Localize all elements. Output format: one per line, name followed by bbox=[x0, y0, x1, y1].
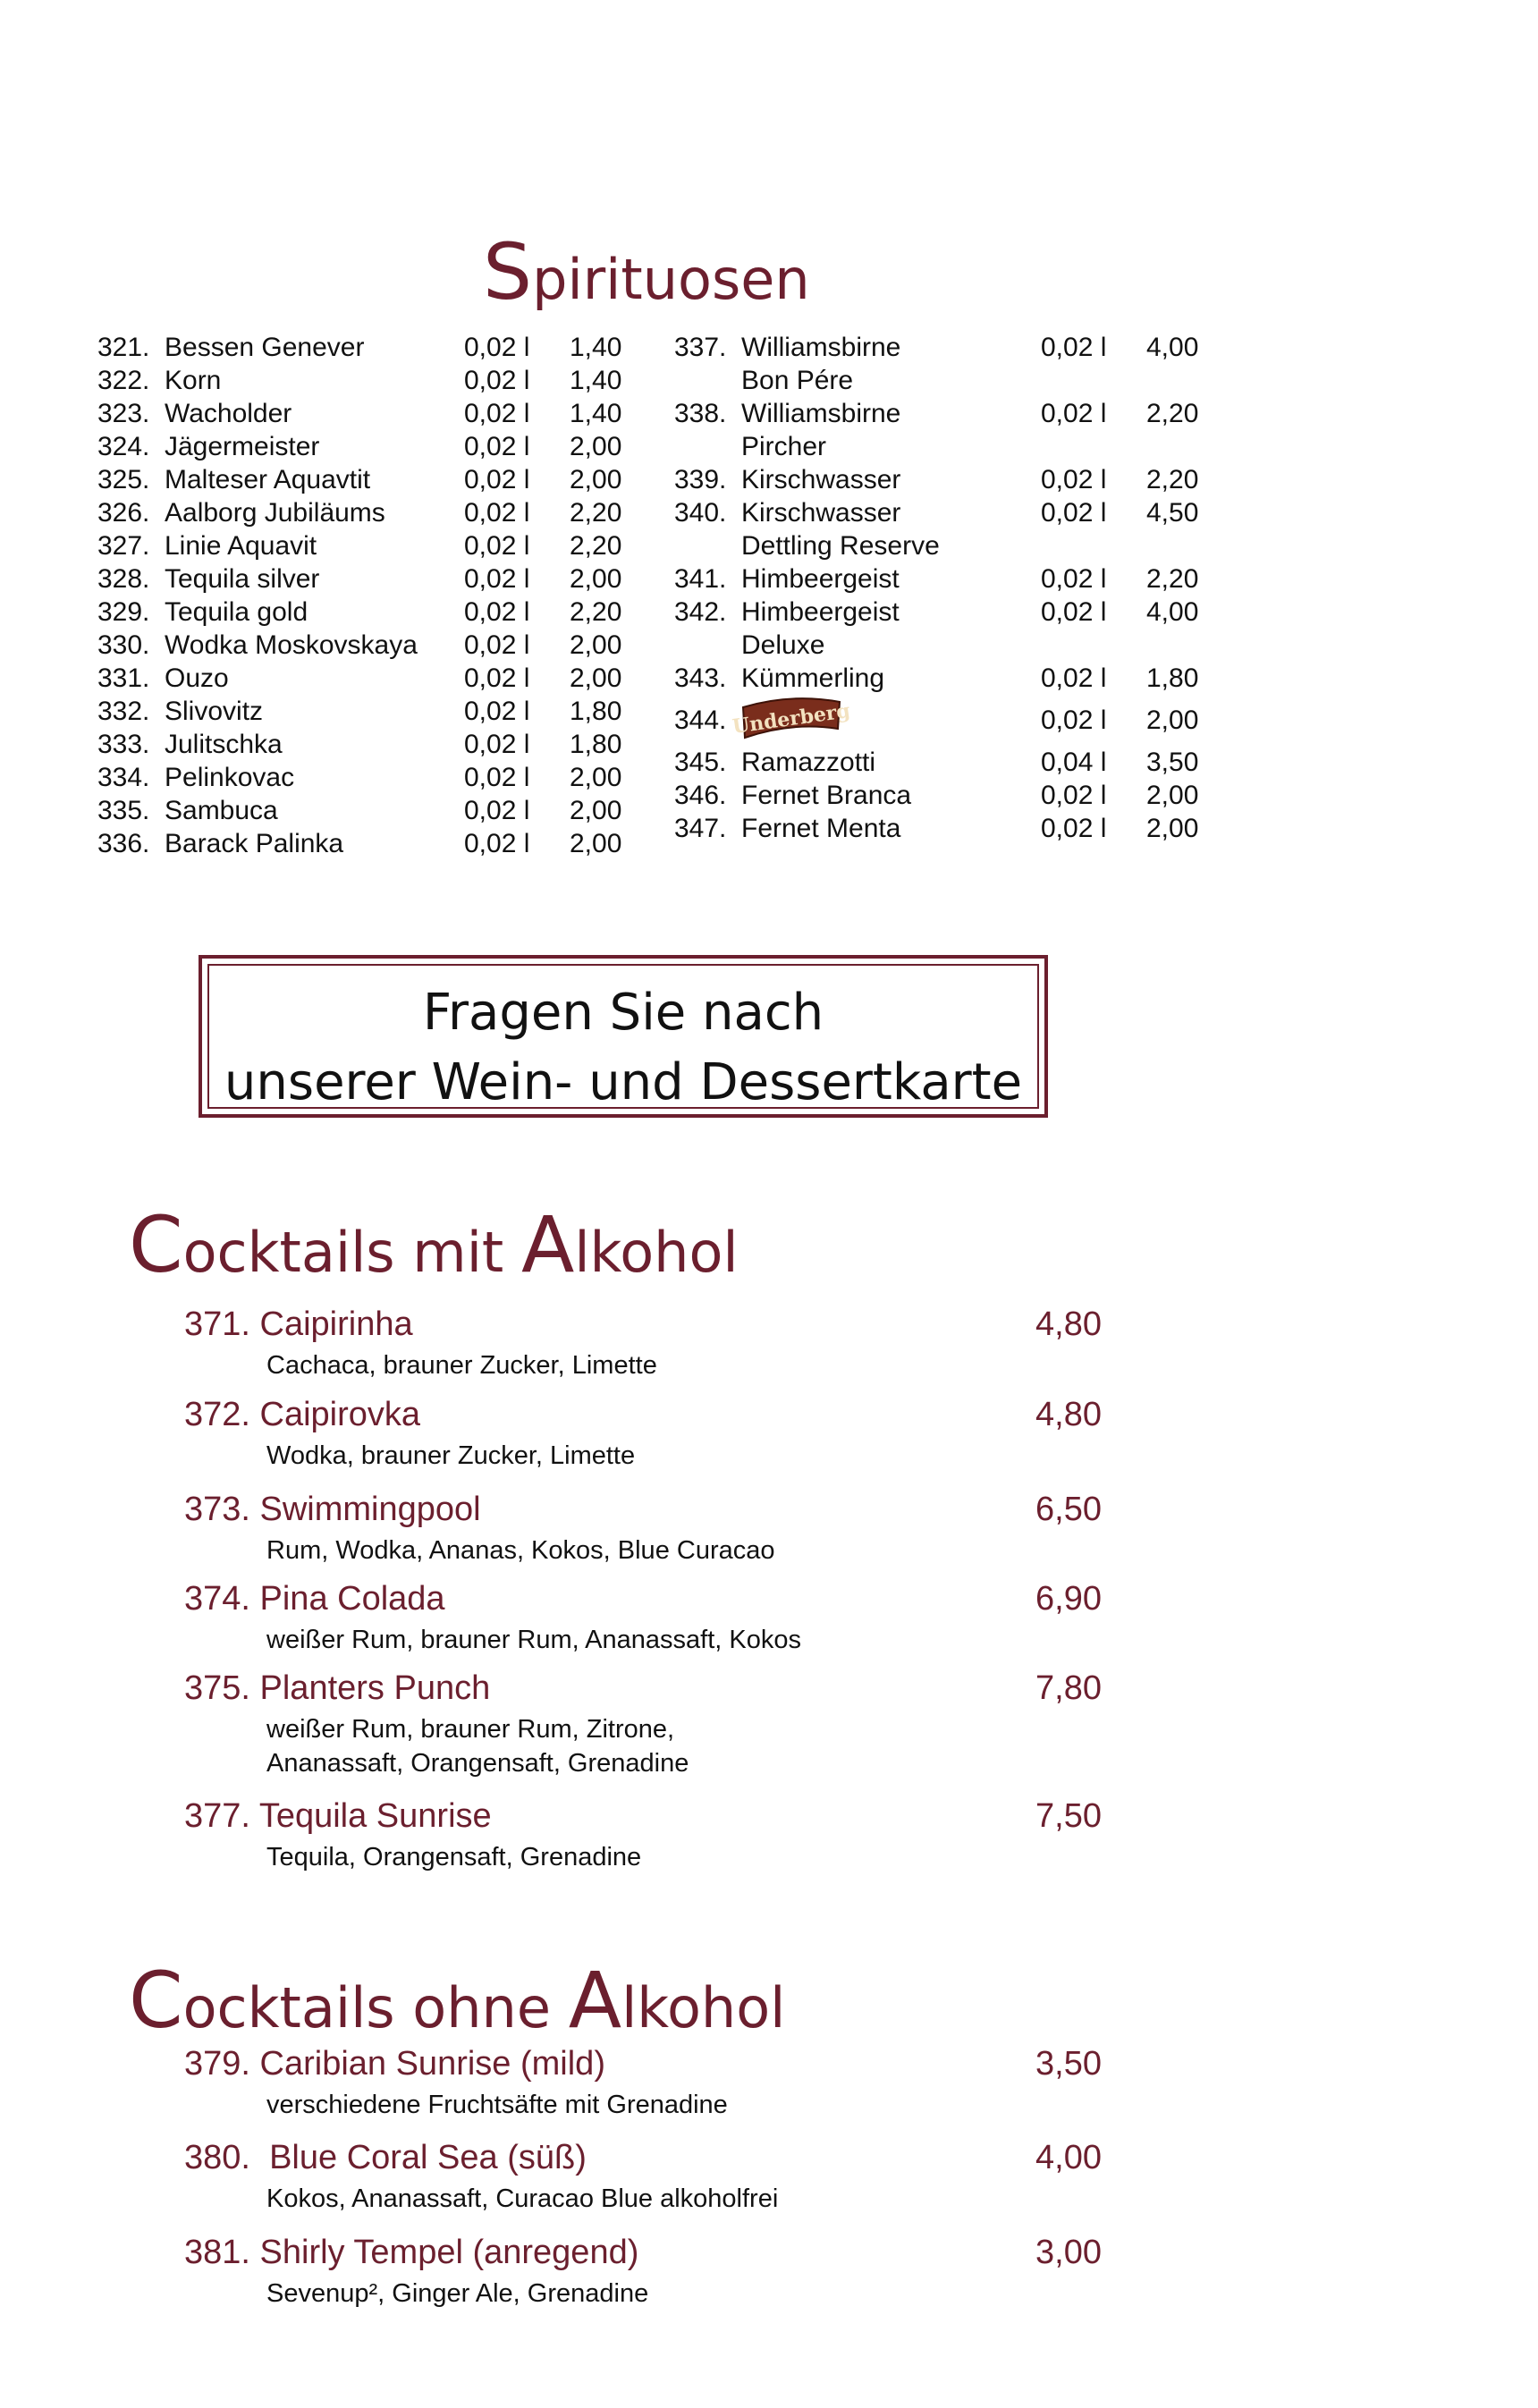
cocktail-price: 3,00 bbox=[1035, 2234, 1102, 2271]
cocktail-name: 379. Caribian Sunrise (mild) bbox=[184, 2045, 605, 2083]
list-item: 336. Barack Palinka 0,02 l 2,00 bbox=[97, 829, 622, 858]
cocktail-price: 7,80 bbox=[1035, 1669, 1102, 1707]
list-item: 339. Kirschwasser 0,02 l 2,20 bbox=[674, 465, 1199, 494]
cocktail-ingredients: weißer Rum, brauner Rum, Zitrone, Ananassaft, Orangensaft, Grenadine bbox=[266, 1715, 689, 1778]
list-item: 327. Linie Aquavit 0,02 l 2,20 bbox=[97, 531, 622, 561]
list-item: 337. Williamsbirne Bon Pére 0,02 l 4,00 bbox=[674, 333, 1199, 395]
cocktail-name: 373. Swimmingpool bbox=[184, 1491, 481, 1528]
section-title-spirituosen bbox=[483, 227, 810, 317]
section-title-cocktails-mit-alkohol: Cocktails mit Alkohol bbox=[129, 1200, 739, 1290]
notice-inner-border bbox=[207, 964, 1039, 1109]
list-item: 325. Malteser Aquavtit 0,02 l 2,00 bbox=[97, 465, 622, 494]
title-rest: pirituosen bbox=[532, 247, 810, 312]
cocktail-name: 377. Tequila Sunrise bbox=[184, 1797, 492, 1835]
cocktail-name: 381. Shirly Tempel (anregend) bbox=[184, 2234, 639, 2271]
list-item: 342. Himbeergeist Deluxe 0,02 l 4,00 bbox=[674, 597, 1199, 660]
cocktail-ingredients: Sevenup², Ginger Ale, Grenadine bbox=[266, 2279, 649, 2308]
cocktail-price: 3,50 bbox=[1035, 2045, 1102, 2083]
list-item: 321. Bessen Genever 0,02 l 1,40 bbox=[97, 333, 622, 362]
wine-dessert-notice bbox=[199, 955, 1048, 1118]
list-item: 343. Kümmerling 0,02 l 1,80 bbox=[674, 663, 1199, 693]
list-item: 345. Ramazzotti 0,04 l 3,50 bbox=[674, 748, 1199, 777]
list-item: 334. Pelinkovac 0,02 l 2,00 bbox=[97, 763, 622, 792]
list-item: 332. Slivovitz 0,02 l 1,80 bbox=[97, 697, 622, 726]
cocktail-price: 7,50 bbox=[1035, 1797, 1102, 1835]
list-item: 335. Sambuca 0,02 l 2,00 bbox=[97, 796, 622, 825]
cocktail-name: 371. Caipirinha bbox=[184, 1305, 413, 1343]
cocktail-price: 4,80 bbox=[1035, 1305, 1102, 1343]
cocktail-ingredients: Kokos, Ananassaft, Curacao Blue alkoholfrei bbox=[266, 2184, 779, 2213]
cocktail-price: 4,80 bbox=[1035, 1396, 1102, 1433]
cocktail-price: 6,50 bbox=[1035, 1491, 1102, 1528]
cocktail-name: 374. Pina Colada bbox=[184, 1580, 445, 1618]
title-initial: S bbox=[483, 227, 533, 317]
cocktail-ingredients: Cachaca, brauner Zucker, Limette bbox=[266, 1351, 657, 1380]
underberg-logo bbox=[731, 695, 852, 743]
notice-line-2: unserer Wein- und Dessertkarte bbox=[224, 1053, 1023, 1111]
cocktail-name: 372. Caipirovka bbox=[184, 1396, 421, 1433]
list-item: 322. Korn 0,02 l 1,40 bbox=[97, 366, 622, 395]
cocktail-name: 380. Blue Coral Sea (süß) bbox=[184, 2139, 587, 2176]
list-item: 323. Wacholder 0,02 l 1,40 bbox=[97, 399, 622, 428]
list-item: 329. Tequila gold 0,02 l 2,20 bbox=[97, 597, 622, 627]
spirits-list-right bbox=[674, 331, 1211, 845]
list-item: 333. Julitschka 0,02 l 1,80 bbox=[97, 730, 622, 759]
cocktail-price: 6,90 bbox=[1035, 1580, 1102, 1618]
list-item: 344. Underberg 0,02 l 2,00 bbox=[674, 695, 1211, 746]
list-item: 340. Kirschwasser Dettling Reserve 0,02 l 4,50 bbox=[674, 498, 1199, 561]
list-item: 338. Williamsbirne Pircher 0,02 l 2,20 bbox=[674, 399, 1199, 461]
cocktail-name: 375. Planters Punch bbox=[184, 1669, 491, 1707]
list-item: 324. Jägermeister 0,02 l 2,00 bbox=[97, 432, 622, 461]
cocktail-price: 4,00 bbox=[1035, 2139, 1102, 2176]
spirits-list-left bbox=[97, 331, 634, 860]
cocktail-ingredients: weißer Rum, brauner Rum, Ananassaft, Kokos bbox=[266, 1626, 801, 1654]
list-item: 331. Ouzo 0,02 l 2,00 bbox=[97, 663, 622, 693]
cocktail-ingredients: Tequila, Orangensaft, Grenadine bbox=[266, 1843, 642, 1871]
list-item: 330. Wodka Moskovskaya 0,02 l 2,00 bbox=[97, 630, 622, 660]
section-title-cocktails-ohne-alkohol: Cocktails ohne Alkohol bbox=[129, 1956, 786, 2046]
svg-text:Underberg: Underberg bbox=[731, 698, 852, 739]
list-item: 328. Tequila silver 0,02 l 2,00 bbox=[97, 564, 622, 594]
list-item: 347. Fernet Menta 0,02 l 2,00 bbox=[674, 814, 1199, 843]
list-item: 346. Fernet Branca 0,02 l 2,00 bbox=[674, 781, 1199, 810]
list-item: 341. Himbeergeist 0,02 l 2,20 bbox=[674, 564, 1199, 594]
list-item: 326. Aalborg Jubiläums 0,02 l 2,20 bbox=[97, 498, 622, 528]
cocktail-ingredients: Rum, Wodka, Ananas, Kokos, Blue Curacao bbox=[266, 1536, 775, 1565]
cocktail-ingredients: Wodka, brauner Zucker, Limette bbox=[266, 1441, 636, 1470]
cocktail-ingredients: verschiedene Fruchtsäfte mit Grenadine bbox=[266, 2091, 728, 2119]
notice-line-1: Fragen Sie nach bbox=[422, 984, 824, 1042]
